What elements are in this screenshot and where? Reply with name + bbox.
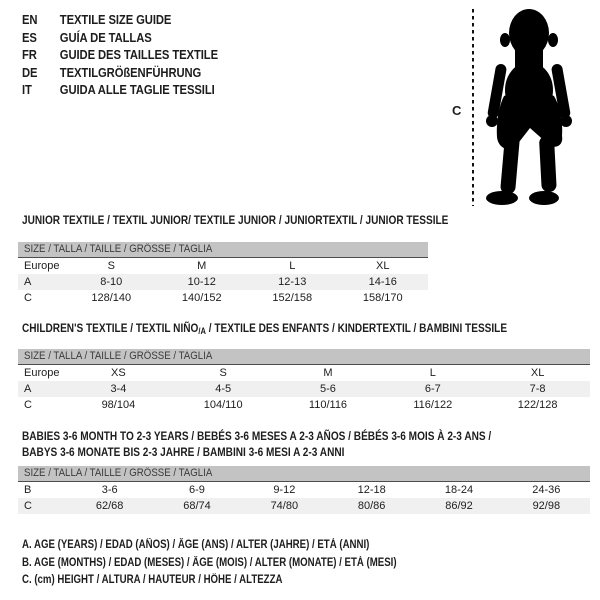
size-cell: S — [219, 367, 227, 379]
size-table-children — [18, 349, 590, 413]
size-header-bar — [18, 349, 590, 365]
size-cell: 80/86 — [357, 500, 386, 512]
size-header-text: SIZE / TALLA / TAILLE / GRÖSSE / TAGLIA — [24, 243, 213, 255]
size-cell: 92/98 — [532, 500, 561, 512]
size-cell: L — [429, 367, 436, 379]
size-cell: 104/110 — [203, 399, 243, 411]
row-label: A — [24, 276, 32, 288]
table-row — [18, 290, 428, 306]
size-cell: 8-10 — [100, 276, 123, 288]
row-label: C — [24, 500, 32, 512]
language-code: EN — [22, 13, 38, 27]
row-label: C — [24, 292, 32, 304]
size-table-babies — [18, 466, 590, 514]
size-header-text: SIZE / TALLA / TAILLE / GRÖSSE / TAGLIA — [24, 350, 213, 362]
size-cell: 128/140 — [91, 292, 132, 304]
section-title-babies — [22, 429, 491, 460]
language-label: GUÍA DE TALLAS — [59, 30, 152, 45]
size-cell: S — [107, 260, 115, 272]
baby-silhouette — [450, 6, 600, 208]
language-row — [22, 82, 218, 100]
section-title-babies-line2: BABYS 3-6 MONATE BIS 2-3 JAHRE / BAMBINI 3-6 MESI A 2-3 ANNI — [22, 444, 345, 459]
section-title-children-sub: /A — [198, 326, 206, 336]
size-cell: 3-6 — [101, 484, 118, 496]
size-cell: 6-7 — [424, 383, 441, 395]
height-measure-label: C — [452, 103, 462, 118]
language-row — [22, 65, 218, 83]
language-label: GUIDA ALLE TAGLIE TESSILI — [59, 83, 215, 98]
table-row — [18, 381, 590, 397]
table-row — [18, 274, 428, 290]
size-cell: 98/104 — [101, 399, 136, 411]
size-cell: 68/74 — [183, 500, 211, 512]
size-cell: 116/122 — [413, 399, 453, 411]
size-cell: 18-24 — [444, 484, 474, 496]
row-label: Europe — [24, 260, 60, 272]
baby-figure — [450, 6, 600, 208]
size-cell: 152/158 — [272, 292, 313, 304]
size-cell: 9-12 — [273, 484, 296, 496]
row-label: A — [24, 383, 32, 395]
baby-silhouette-shape — [486, 9, 572, 205]
size-cell: 3-4 — [110, 383, 127, 395]
size-cell: XL — [376, 260, 390, 272]
language-code: ES — [22, 30, 37, 45]
size-cell: XS — [111, 367, 126, 379]
size-cell: 14-16 — [368, 276, 397, 288]
size-cell: 62/68 — [95, 500, 124, 512]
size-cell: 12-13 — [278, 276, 307, 288]
section-title-children — [22, 321, 507, 340]
row-label: C — [24, 399, 32, 411]
size-cell: 4-5 — [215, 383, 232, 395]
size-header-bar — [18, 466, 590, 482]
table-row — [18, 258, 428, 274]
table-row — [18, 482, 590, 498]
section-title-children-suffix: / TEXTILE DES ENFANTS / KINDERTEXTIL / BAMBINI TESSILE — [205, 321, 508, 335]
language-row — [22, 30, 218, 48]
size-cell: XL — [530, 367, 545, 379]
section-title-children-prefix: CHILDREN'S TEXTILE / TEXTIL NIÑO — [22, 321, 199, 335]
language-code: FR — [22, 48, 37, 63]
footnote-age-years: A. AGE (YEARS) / EDAD (AÑOS) / ÂGE (ANS) / ALTER (JAHRE) / ETÀ (ANNI) — [22, 539, 370, 551]
table-row — [18, 498, 590, 514]
table-row — [18, 365, 590, 381]
size-cell: 86/92 — [445, 500, 473, 512]
size-cell: 10-12 — [187, 276, 216, 288]
size-cell: 5-6 — [320, 383, 336, 395]
footnote-height-cm: C. (cm) HEIGHT / ALTURA / HAUTEUR / HÖHE / ALTEZZA — [22, 574, 283, 586]
language-label: GUIDE DES TAILLES TEXTILE — [59, 48, 218, 63]
size-cell: L — [289, 260, 296, 272]
size-cell: 7-8 — [529, 383, 546, 395]
section-title-junior: JUNIOR TEXTILE / TEXTIL JUNIOR/ TEXTILE JUNIOR / JUNIORTEXTIL / JUNIOR TESSILE — [22, 213, 449, 227]
size-header-bar — [18, 242, 428, 258]
size-cell: 74/80 — [270, 500, 299, 512]
table-row — [18, 397, 590, 413]
size-cell: 122/128 — [517, 399, 558, 411]
footnotes — [22, 537, 468, 590]
size-cell: 140/152 — [181, 292, 222, 304]
size-header-text: SIZE / TALLA / TAILLE / GRÖSSE / TAGLIA — [24, 467, 213, 479]
language-code: DE — [22, 65, 38, 80]
language-label: TEXTILGRÖßENFÜHRUNG — [59, 65, 202, 80]
row-label: Europe — [24, 367, 60, 379]
row-label: B — [24, 484, 32, 496]
language-code: IT — [22, 83, 32, 98]
size-cell: 110/116 — [308, 399, 348, 411]
language-list — [22, 12, 218, 100]
size-cell: 24-36 — [532, 484, 561, 496]
size-cell: M — [197, 260, 207, 272]
size-cell: 6-9 — [189, 484, 205, 496]
footnote-age-months: B. AGE (MONTHS) / EDAD (MESES) / ÂGE (MOIS) / ALTER (MONATE) / ETÀ (MESI) — [22, 556, 397, 569]
size-cell: 12-18 — [357, 484, 386, 496]
section-title-babies-line1: BABIES 3-6 MONTH TO 2-3 YEARS / BEBÉS 3-6 MESES A 2-3 AÑOS / BÉBÉS 3-6 MOIS À 2-3 ANS / — [22, 429, 492, 443]
size-cell: 158/170 — [362, 292, 403, 304]
language-row — [22, 47, 218, 65]
size-table-junior — [18, 242, 428, 306]
language-row — [22, 12, 218, 30]
size-cell: M — [323, 367, 333, 379]
language-label: TEXTILE SIZE GUIDE — [59, 13, 172, 27]
